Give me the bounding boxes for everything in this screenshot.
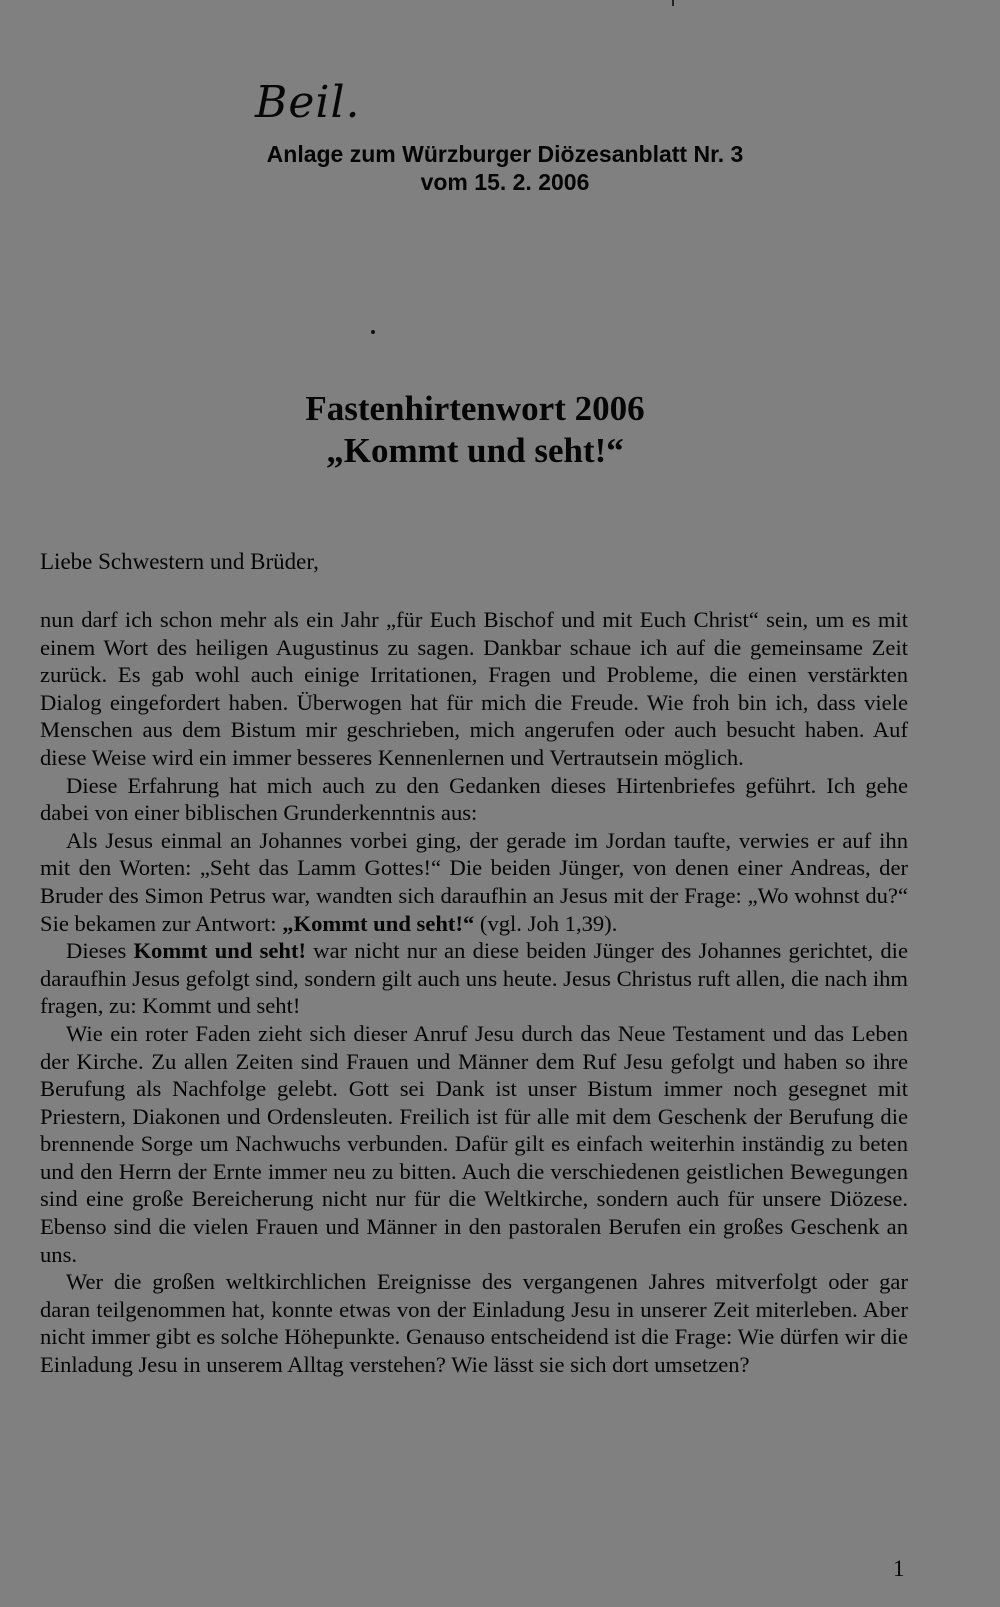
document-title <box>240 388 710 472</box>
paragraph-text: Als Jesus einmal an Johannes vorbei ging, der gerade im Jordan taufte, verwies er auf ihn mit den Worten: „Seht das Lamm Gottes!“ Die beiden Jünger, von denen einer Andreas, der Bruder des Simon Petrus war, wandten sich daraufhin an Jesus mit der Frage: „Wo wohnst du?“ Sie bekamen zur Antwort: <box>40 827 908 936</box>
letter-body <box>40 606 908 1379</box>
document-header <box>230 140 780 196</box>
paragraph-text: Dieses <box>66 938 134 964</box>
paragraph: nun darf ich schon mehr als ein Jahr „für Euch Bischof und mit Euch Christ“ sein, um es mit einem Wort des heiligen Augustinus zu sagen. Dankbar schaue ich auf die gemeinsame Zeit zurück. Es gab wohl auch einige Irritationen, Fragen und Probleme, die einen verstärkten Dialog eingefordert haben. Überwogen hat für mich die Freude. Wie froh bin ich, dass viele Menschen aus dem Bistum mir geschrieben, mich angerufen oder auch besucht haben. Auf diese Weise wird ein immer besseres Kennenlernen und Vertrautsein möglich. <box>40 607 908 770</box>
scan-mark <box>672 0 674 6</box>
title-line-1: Fastenhirtenwort 2006 <box>305 389 645 428</box>
paragraph: Wie ein roter Faden zieht sich dieser Anruf Jesu durch das Neue Testament und das Leben der Kirche. Zu allen Zeiten sind Frauen und Männer dem Ruf Jesu gefolgt und haben so ihre Berufung als Nachfolge gelebt. Gott sei Dank ist unser Bistum immer noch gesegnet mit Priestern, Diakonen und Ordensleuten. Freilich ist für alle mit dem Geschenk der Berufung die brennende Sorge um Nachwuchs verbunden. Dafür gilt es einfach weiterhin inständig zu beten und den Herrn der Ernte immer neu zu bitten. Auch die verschiedenen geistlichen Bewegungen sind eine große Bereicherung nicht nur für die Weltkirche, sondern auch für unsere Diözese. Ebenso sind die vielen Frauen und Männer in den pastoralen Berufen ein großes Geschenk an uns. <box>40 1020 908 1267</box>
scan-dot <box>371 330 375 334</box>
emphasis-text: „Kommt und seht!“ <box>282 910 475 936</box>
header-line-1: Anlage zum Würzburger Diözesanblatt Nr. 3 <box>266 141 744 167</box>
page-number: 1 <box>893 1556 905 1581</box>
paragraph-text: war nicht nur an diese beiden Jünger des Johannes gerichtet, die daraufhin Jesus gefolgt sind, sondern gilt auch uns heute. Jesus Christus ruft allen, die nach ihm fragen, zu: Kommt und seht! <box>40 938 908 1019</box>
title-line-2: „Kommt und seht!“ <box>326 431 624 470</box>
paragraph: Wer die großen weltkirchlichen Ereignisse des vergangenen Jahres mitverfolgt oder gar daran teilgenommen hat, konnte etwas von der Einladung Jesu in unserer Zeit miterleben. Aber nicht immer gibt es solche Höhepunkte. Genauso entscheidend ist die Frage: Wie dürfen wir die Einladung Jesu in unserem Alltag verstehen? Wie lässt sie sich dort umsetzen? <box>40 1269 908 1378</box>
header-line-2: vom 15. 2. 2006 <box>420 169 590 195</box>
emphasis-text: Kommt und seht! <box>133 938 307 964</box>
paragraph <box>40 937 908 1020</box>
salutation: Liebe Schwestern und Brüder, <box>40 549 319 574</box>
paragraph: Diese Erfahrung hat mich auch zu den Gedanken dieses Hirtenbriefes geführt. Ich gehe dabei von einer biblischen Grunderkenntnis aus: <box>40 772 908 826</box>
paragraph-text: (vgl. Joh 1,39). <box>474 910 618 936</box>
handwritten-note: Beil. <box>255 77 361 128</box>
paragraph <box>40 827 908 937</box>
